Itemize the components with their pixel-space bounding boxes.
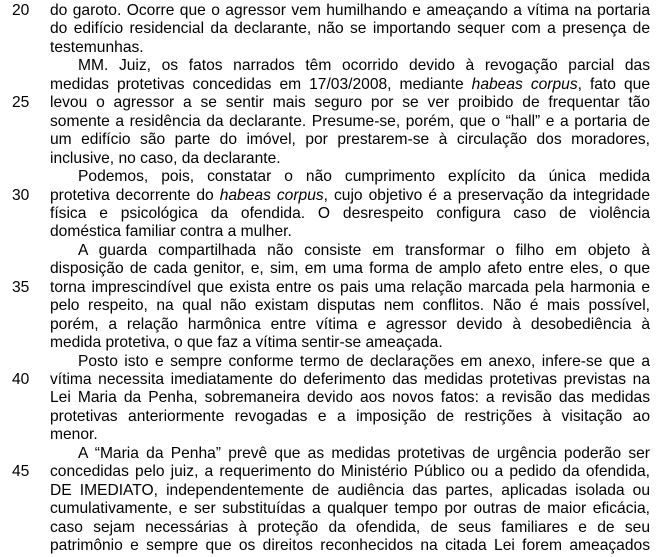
document-line [0,407,659,426]
line-text: do edifício residencial da declarante, não se importando sequer com a presença de [50,20,650,38]
line-number: 40 [12,371,30,388]
document-line [0,93,659,112]
line-text: A “Maria da Penha” prevê que as medidas protetivas de urgência poderão ser [78,444,650,462]
line-text: pelo respeito, na qual não existam disputas nem conflitos. Não é mais possível, [50,297,650,315]
line-text: Posto isto e sempre conforme termo de declarações em anexo, infere-se que a [78,352,650,370]
document-line [0,352,659,371]
document-line [0,462,659,481]
document-line [0,130,659,149]
line-text: testemunhas. [50,38,144,56]
line-text: caso sejam necessárias à proteção da ofendida, de seus familiares e de seu [50,518,650,536]
document-line [0,56,659,75]
line-text: medidas protetivas concedidas em 17/03/2008, mediante habeas corpus, fato que [50,75,650,93]
document-line [0,499,659,518]
line-text: patrimônio e sempre que os direitos reconhecidos na citada Lei forem ameaçados [50,537,650,555]
document-line [0,149,659,168]
line-text: Podemos, pois, constatar o não cumprimento explícito da única medida [78,168,650,186]
line-text: MM. Juiz, os fatos narrados têm ocorrido devido à revogação parcial das [78,57,650,75]
line-text: DE IMEDIATO, independentemente de audiência das partes, aplicadas isolada ou [50,481,650,499]
line-text: medida protetiva, o que faz a vítima sentir-se ameaçada. [50,334,443,352]
line-text: torna imprescindível que exista entre os pais uma relação marcada pela harmonia e [50,278,650,296]
document-line [0,481,659,500]
document-line [0,444,659,463]
document-line [0,425,659,444]
italic-term: habeas corpus [471,75,578,93]
line-text: cumulativamente, e ser substituídas a qualquer tempo por outras de maior eficácia, [50,500,650,518]
document-line [0,296,659,315]
line-text: concedidas pelo juiz, a requerimento do Ministério Público ou a pedido da ofendida, [50,463,650,481]
document-line [0,370,659,389]
document-line [0,204,659,223]
line-text: porém, a relação harmônica entre vítima e agressor devido à desobediência à [50,315,650,333]
document-line [0,259,659,278]
document-line [0,241,659,260]
line-number: 45 [12,463,30,481]
line-text: Lei Maria da Penha, sobremaneira devido aos novos fatos: a revisão das medidas [50,389,650,407]
line-text: física e psicológica da ofendida. O desrespeito configura caso de violência [50,204,650,222]
document-line [0,518,659,537]
document-line [0,38,659,57]
line-text: inclusive, no caso, da declarante. [50,149,281,167]
line-text: do garoto. Ocorre que o agressor vem humilhando e ameaçando a vítima na portaria [50,2,650,19]
document-line [0,388,659,407]
line-text: protetiva decorrente do habeas corpus, cujo objetivo é a preservação da integridade [50,186,651,204]
line-text: doméstica familiar contra a mulher. [50,223,292,241]
document-line [0,112,659,131]
document-line [0,315,659,334]
document-line [0,19,659,38]
line-text: levou o agressor a se sentir mais seguro por se ver proibido de frequentar tão [50,94,650,112]
line-number: 25 [12,94,30,112]
document-line [0,1,659,20]
line-text: somente a residência da declarante. Presume-se, porém, que o “hall” e a portaria de [50,112,650,130]
line-text: A guarda compartilhada não consiste em transformar o filho em objeto à [78,241,650,259]
line-text: protetivas anteriormente revogadas e a imposição de restrições à visitação ao [50,407,650,425]
line-text: disposição de cada genitor, e, sim, em uma forma de amplo afeto entre eles, o que [50,260,650,278]
document-line [0,186,659,205]
line-number: 30 [12,186,30,204]
document-line [0,333,659,352]
document-line [0,536,659,555]
line-text: menor. [50,426,98,444]
document-line [0,278,659,297]
italic-term: habeas corpus [219,186,324,204]
document-line [0,75,659,94]
line-text: vítima necessita imediatamente do deferimento das medidas protetivas previstas na [50,371,650,388]
document-line [0,167,659,186]
line-number: 35 [12,278,30,296]
line-number: 20 [12,2,30,19]
document-line [0,222,659,241]
line-text: um edifício são parte do imóvel, por prestarem-se à circulação dos moradores, [50,131,650,149]
